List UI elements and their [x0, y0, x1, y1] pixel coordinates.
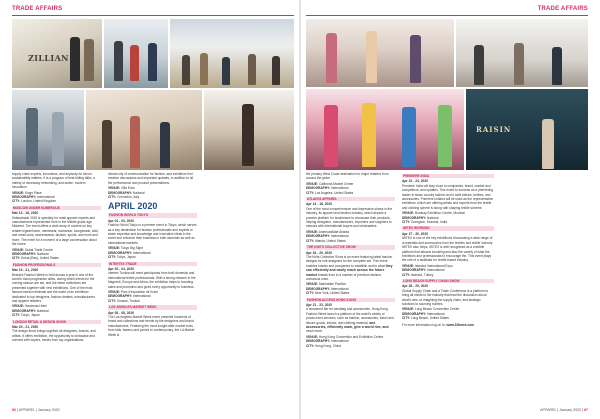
event-description: supply chain experts, innovators, and anybody for whom sustainability matters. It is a program of best-hitting talks, a variety of necessary networking, and active, modern innovation.	[12, 172, 95, 190]
event-meta: DEMOGRAPHY: National	[12, 251, 49, 256]
event-category: THE KNITS COLLECTIVE SHOW	[306, 245, 395, 249]
event-date: Apr 02 - 04, 2020	[108, 266, 135, 271]
visitor-figure	[102, 120, 112, 168]
event-meta: VENUE: Villa Erba	[108, 186, 135, 191]
mannequin-figure	[366, 31, 377, 83]
visitor-figure	[130, 116, 140, 168]
event-description: Premiere India will stay close to companies, brand, market and competitors, and updates. This event to success as a premiering leader in Asian country fashion and it sells fabrics, textiles, and accessories. Premiere Indiana will be used as the representative exhibitors, which are offering artists and experts from the textile and clothing sphere is along with shaping textile scheme.	[402, 183, 494, 210]
event-column-4	[402, 172, 494, 406]
crowd-figure	[182, 55, 190, 85]
visitor-figure	[160, 122, 170, 168]
crowd-figure	[248, 54, 256, 85]
issue-date: January 2020	[559, 408, 582, 412]
fashion-booth-photo	[306, 19, 454, 87]
highlighted-text: and accessories, efficiently mark, give a world rise, and	[306, 320, 389, 329]
event-meta: DEMOGRAPHY: National	[12, 308, 49, 313]
event-category: PREMIERE INDIA	[402, 174, 494, 178]
header-rule-left	[12, 15, 294, 16]
visitor-figure	[542, 119, 554, 169]
event-meta: CITY: Atlanta, United States	[306, 238, 346, 243]
event-meta: VENUE: Tokyo Big Sight	[108, 246, 143, 251]
event-column-1	[12, 172, 101, 406]
event-meta: CITY: Goregaon, Mumbai, India	[402, 220, 447, 225]
event-meta: CITY: London, United Kingdom	[12, 199, 57, 204]
page-footer-right: APPAREL | January 2020 | 87	[540, 408, 588, 412]
event-date: Mar 20 - 21, 2020	[12, 325, 39, 329]
event-meta: DEMOGRAPHY: International	[306, 339, 349, 344]
event-description: The design show brings together all designers, brands, and artists. It offers exhibition, the opportunity to showcase and connect with buyers, trends from top organisations.	[12, 329, 96, 343]
visitor-figure	[130, 45, 139, 81]
mannequin-figure	[26, 108, 38, 166]
garment-display-photo	[306, 89, 464, 170]
event-meta: VENUE: Kings Place	[12, 190, 42, 195]
event-meta: VENUE: Hong Kong Convention and Exhibition Centre	[306, 334, 384, 339]
event-description: The Los Angeles Market Week event presents hundreds of brand and collections and trends by the designers and brand manufacturers. Featuring the most sought-after market tools from kids, tweens and juniors to contemporary, the LA Market Week is	[108, 314, 195, 337]
brand-sign: RAISIN	[476, 125, 512, 134]
booth-photo	[86, 90, 202, 170]
event-meta: VENUE: Parc d'exposition de Kram	[108, 289, 159, 294]
event-description: the primary West Coast destination for major retailers from around the globe.	[306, 172, 389, 181]
event-meta: CITY: Los Angeles, United States	[306, 190, 354, 195]
event-category: ATLANTA APPAREL	[306, 197, 395, 201]
magazine-name: APPAREL	[18, 408, 35, 412]
event-description: Global Supply Chain and a Trade Conference is a platform to bring all minds to the industry that lead the discussion about what's new, re-imagining the supply chain, and strategic solutions to sourcing hurdles.	[402, 288, 489, 306]
event-category: LOS ANGELES MARKET WEEK	[108, 305, 197, 309]
event-meta: DEMOGRAPHY: International	[108, 294, 151, 299]
issue-date: January 2020	[37, 408, 60, 412]
event-meta: CITY: Tokyo, Japan	[12, 313, 40, 318]
event-meta: VENUE: AmericasMart Atlanta	[306, 229, 350, 234]
event-meta: DEMOGRAPHY: International	[12, 195, 55, 200]
event-category: LONDON RETAIL & DESIGN SHOW	[12, 320, 101, 324]
event-date: Apr 01 - 03, 2020	[108, 218, 135, 223]
mannequin-figure	[70, 37, 80, 81]
event-meta: CITY: Tokyo, Japan	[108, 255, 136, 260]
month-heading: APRIL 2020	[108, 201, 158, 212]
event-description: vibrant city of communication for fashion, and exhibitors find creative discussions and important updates, in addition to all the performance and product presentations.	[108, 172, 194, 185]
event-meta: DEMOGRAPHY: International	[306, 234, 349, 239]
event-description: Besides Fashion Week is held across a year in one of the world's most progressive cities, during which trends for the coming season are set, and the latest collections are presented together with new exhibitions. One of the most famous fashion festivals and the world of an exhibition dedicated to top designers, fashion dealers, manufacturers and apparel retailers.	[12, 272, 95, 303]
event-meta: DEMOGRAPHY: International	[108, 250, 151, 255]
event-meta: CITY: Long Beach, United States	[402, 316, 449, 321]
event-date: Mar 19 - 21, 2020	[12, 268, 39, 273]
event-description: IWTEX is one of the key exhibitions showcasing a wide range of a materials and accessories from the textiles and textile industry. IWTEX also helps, IWTEX is well recognised as a credible platform that attracts including and also the variety of what the exhibitors and professionals to encourage the. This event plays the role of a facilitator for textile-based industry.	[402, 236, 494, 263]
event-meta: DEMOGRAPHY: International	[402, 311, 445, 316]
visitor-figure	[148, 43, 157, 81]
visitor-figure	[474, 45, 484, 85]
model-figure	[242, 104, 254, 166]
event-meta: VENUE: Hacienda Hotel	[12, 304, 47, 309]
event-category: FASHION WORLD TOKYO	[108, 213, 197, 217]
page-number: 86	[12, 408, 16, 412]
mannequin-figure	[402, 107, 416, 167]
brand-stand-photo	[466, 89, 588, 170]
visitor-figure	[514, 43, 524, 85]
mannequin-figure	[326, 33, 337, 83]
crowd-figure	[222, 57, 230, 85]
event-category: INTERTEX TRADE	[108, 262, 197, 266]
event-description: One of the most comprehensive and impressive shows in the industry, its apparel and fashion industry, which depicts a premier platform for businesses to showcase their products, helping designers, manufacturers, importers and suppliers to network with international buyers and wholesalers.	[306, 206, 393, 229]
crowd-figure	[272, 56, 280, 85]
crowd-figure	[200, 53, 208, 85]
event-category: FASHION ACCESS HONG KONG	[306, 298, 395, 302]
event-category: IWTEX WORKING	[402, 226, 494, 230]
event-date: Apr 27 - 30, 2020	[402, 231, 429, 236]
header-rule-right	[306, 15, 588, 16]
event-date: Apr 18 - 20, 2020	[306, 250, 333, 255]
exhibition-photo	[456, 19, 588, 87]
mannequin-figure	[324, 105, 338, 167]
event-meta: CITY: Cernobbio, Italy	[108, 195, 140, 200]
page-number: 87	[584, 408, 588, 412]
event-date: Apr 05 - 08, 2020	[108, 310, 135, 315]
website-link[interactable]: www.10times.com	[446, 322, 475, 327]
mannequin-figure	[84, 39, 94, 81]
event-meta: CITY: Istanbul, Turkey	[402, 272, 434, 277]
mannequin-figure	[52, 112, 64, 166]
showroom-photo	[12, 19, 102, 88]
event-date: Apr 22 - 24, 2020	[402, 179, 429, 184]
magazine-name: APPAREL	[540, 408, 557, 412]
event-date: Apr 21 - 23, 2020	[306, 302, 333, 307]
event-meta: DEMOGRAPHY: National	[108, 190, 145, 195]
event-meta: CITY: Hong Kong, China	[306, 343, 342, 348]
event-description: The Knits Collective Show is an event featuring latest fashion designs for knit designers for the complete set. This event enables brands and companies to establish and to what they can efficiently and easily reach across the future market brands from in a number of premium fashion-conscious ones.	[306, 254, 393, 281]
section-header-left: TRADE AFFAIRS	[12, 6, 63, 12]
event-date: Apr 14 - 18, 2020	[306, 202, 333, 207]
section-header-right: TRADE AFFAIRS	[537, 6, 588, 12]
expo-photo	[104, 19, 168, 88]
closing-note: For more information log on to: www.10times.com	[402, 322, 475, 327]
event-meta: DEMOGRAPHY: National	[402, 215, 439, 220]
event-meta: CITY: New York, United States	[306, 291, 350, 296]
event-meta: VENUE: Bombay Exhibition Centre, Mumbai	[402, 211, 465, 216]
runway-photo	[204, 90, 294, 170]
event-meta: CITY: Sousse, Tunisia	[108, 298, 140, 303]
event-date: Apr 28 - 29, 2020	[402, 284, 429, 289]
event-meta: VENUE: Dubai Trade Centre	[12, 247, 53, 252]
event-date: Mar 13 - 16, 2020	[12, 211, 39, 216]
event-meta: CITY: Dubai (Ras), United States	[12, 256, 59, 261]
event-meta: VENUE: Istanbul International Expo	[402, 263, 453, 268]
event-description: Kidstartrade 2020 is specially for retail apparel experts and manufacturers represented here in the Middle grade age Midwest. The event offers a wide array of content on key retailer's/gear/home, menswear, swimwear, loungewear, kids', and small ones, womenswear, fashion, sports, and more and more. The event for a moment of a large conversation about the future.	[12, 215, 100, 247]
event-column-2	[108, 172, 197, 406]
mannequin-figure	[410, 35, 421, 83]
event-description: Intertex Tunisia will meet participants from both domestic and international textile professionals. With a strong network in the Maghreb, Europe and Africa, the exhibition helps in boosting sales and promotion and gives every opportunity to business.	[108, 271, 196, 289]
event-meta: VENUE: California Market Center	[306, 181, 354, 186]
event-category: LONG BEACH SUPPLY CHAIN SHOW	[402, 279, 494, 283]
event-meta: VENUE: Manhattan Pavilion	[306, 282, 347, 287]
mannequin-figure	[438, 105, 452, 167]
event-category: MOSCOW UNDER NUMEROUS	[12, 206, 101, 210]
event-description: Fashion World Tokyo is a premier event in Tokyo, which serves as a key destination for fashion professionals and experts to share expertise and knowledge and innovative ideas in the event and enhance their business in both domestic as well as international markets.	[108, 223, 197, 245]
page-gutter	[299, 0, 301, 419]
event-category: FASHION PROFESSIONALS	[12, 263, 101, 267]
page-footer-left: 86 | APPAREL | January 2020	[12, 408, 60, 412]
event-meta: VENUE: Long Beach Convention Center	[402, 307, 460, 312]
event-meta: DEMOGRAPHY: International	[306, 286, 349, 291]
event-meta: DEMOGRAPHY: International	[402, 268, 445, 273]
visitor-figure	[552, 47, 562, 85]
event-meta: DEMOGRAPHY: International	[306, 186, 349, 191]
event-description: A renowned fair for handbag and accessories, Hong Kong Fashion Week launch a platform of the world's widely of product and services, such as fashion, accessories, travel and leisure goods, interior, and clothing material, and accessories, efficiently mark, give a world rise, and much more.	[306, 307, 394, 334]
display-photo	[12, 90, 84, 170]
mannequin-figure	[362, 103, 376, 167]
highlighted-text: they can efficiently and easily reach across the future market	[306, 263, 393, 277]
brand-sign: ZILLIAN	[28, 53, 69, 63]
event-column-3	[306, 172, 395, 406]
trade-hall-photo	[170, 19, 294, 88]
visitor-figure	[114, 41, 123, 81]
